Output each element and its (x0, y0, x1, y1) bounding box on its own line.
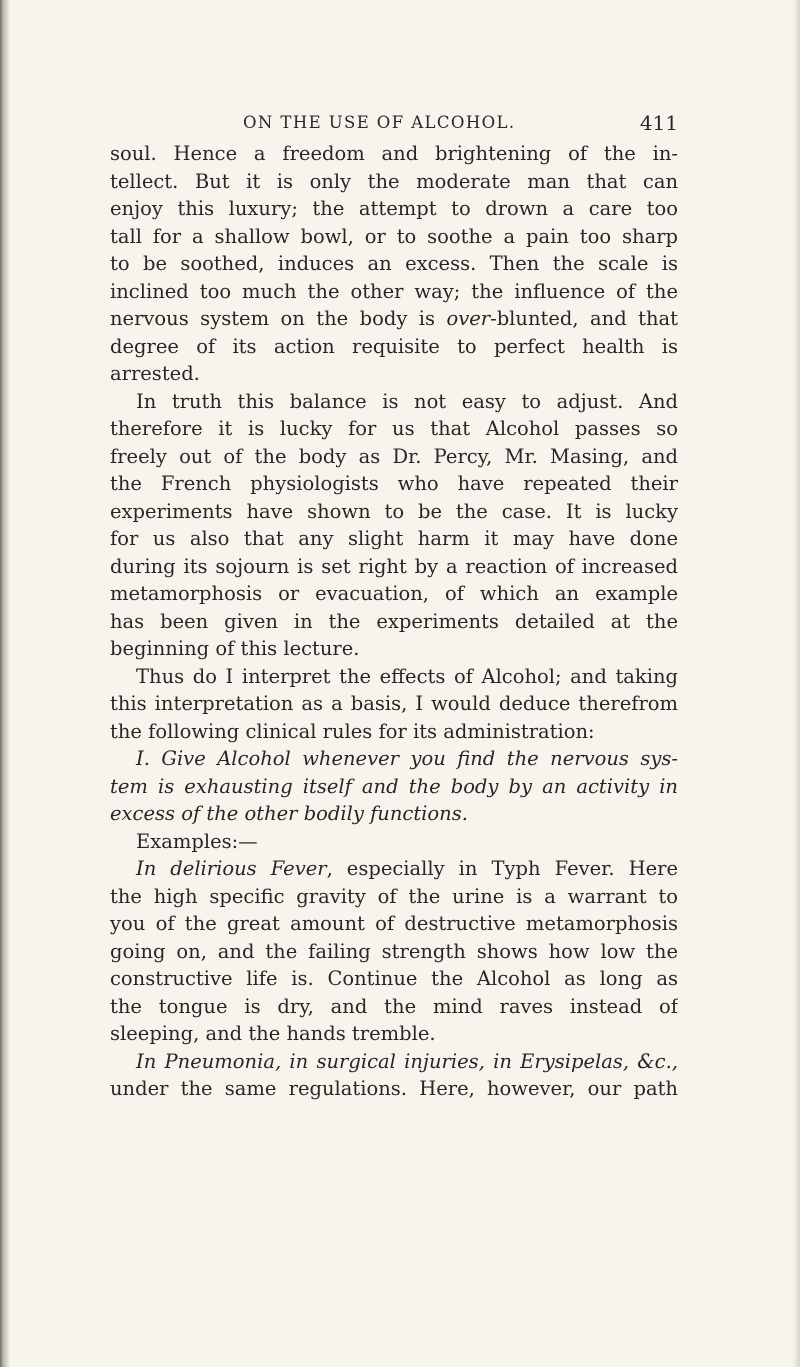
text-line: metamorphosis or evacuation, of which an example (110, 582, 678, 605)
text-line: arrested. (110, 362, 200, 385)
text-line: beginning of this lecture. (110, 637, 360, 660)
italic-word: over (446, 307, 491, 330)
text-line: sleeping, and the hands tremble. (110, 1022, 436, 1045)
text-line: degree of its action requisite to perfect health is (110, 334, 678, 358)
text-line: has been given in the experiments detailed at the (110, 609, 678, 633)
text-line: during its sojourn is set right by a reaction of increased (110, 554, 678, 578)
text-line: going on, and the failing strength shows how low the (110, 939, 678, 963)
text-line: to be soothed, induces an excess. Then the scale is (110, 252, 678, 275)
text-line: Examples:— (136, 829, 258, 853)
italic-phrase: In delirious Fever (136, 857, 327, 880)
text-line: In truth this balance is not easy to adjust. And (136, 389, 678, 413)
page-number: 411 (639, 111, 678, 135)
text-line: this interpretation as a basis, I would deduce therefrom (110, 692, 678, 715)
running-head: ON THE USE OF ALCOHOL. (243, 113, 516, 132)
rule-heading: excess of the other bodily functions. (110, 802, 468, 825)
page-gutter-shadow (0, 0, 10, 1367)
text-line: constructive life is. Continue the Alcohol as long as (110, 967, 678, 990)
text-line: under the same regulations. Here, however, our path (110, 1077, 678, 1100)
page-edge (792, 0, 800, 1367)
text-line: In Pneumonia, in surgical injuries, in Erysipelas, &c., (136, 1049, 678, 1073)
text-span: -blunted, and that (490, 307, 678, 330)
text-span: nervous system on the body is (110, 307, 447, 330)
text-line: the following clinical rules for its administration: (110, 719, 595, 743)
text-line: tall for a shallow bowl, or to soothe a pain too sharp (110, 224, 678, 248)
text-line (110, 305, 678, 333)
text-line: tellect. But it is only the moderate man that can (110, 169, 678, 193)
text-line: the French physiologists who have repeated their (110, 472, 678, 495)
rule-heading: I. Give Alcohol whenever you find the nervous sys- (136, 747, 678, 770)
text-line: inclined too much the other way; the influence of the (110, 279, 678, 303)
text-line: freely out of the body as Dr. Percy, Mr. Masing, and (110, 444, 678, 468)
text-line: you of the great amount of destructive metamorphosis (110, 912, 678, 935)
text-line: Thus do I interpret the effects of Alcohol; and taking (136, 664, 678, 688)
text-line: the high specific gravity of the urine is a warrant to (110, 884, 678, 908)
text-line: for us also that any slight harm it may have done (110, 527, 678, 550)
text-line: experiments have shown to be the case. It is lucky (110, 499, 678, 523)
text-line: therefore it is lucky for us that Alcohol passes so (110, 417, 678, 440)
text-line (110, 855, 678, 883)
page-header (150, 113, 678, 137)
body-text (110, 140, 678, 1103)
rule-heading: tem is exhausting itself and the body by an activity in (110, 774, 678, 798)
text-line: the tongue is dry, and the mind raves instead of (110, 994, 678, 1018)
text-line: enjoy this luxury; the attempt to drown a care too (110, 197, 678, 220)
text-line: soul. Hence a freedom and brightening of the in- (110, 142, 678, 165)
text-span: , especially in Typh Fever. Here (326, 857, 678, 880)
